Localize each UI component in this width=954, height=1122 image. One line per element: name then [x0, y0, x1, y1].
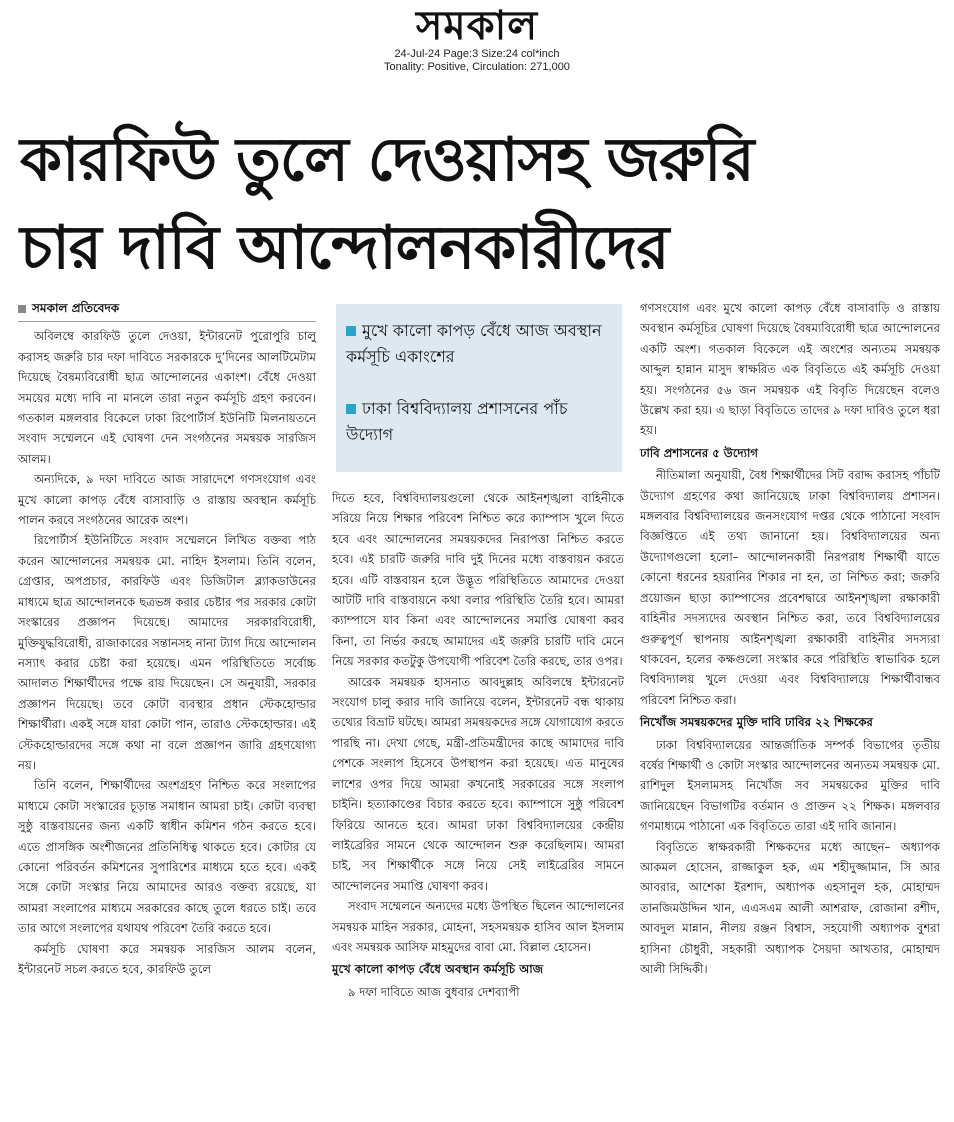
article-column-1 — [18, 298, 316, 979]
headline-line-1: কারফিউ তুলে দেওয়াসহ জরুরি — [20, 125, 754, 195]
paragraph: তিনি বলেন, শিক্ষার্থীদের অংশগ্রহণ নিশ্চিত করে সংলাপের মাধ্যমে কোটা সংস্কারের চূড়ান্ত সমাধান আমরা চাই। কোটা ব্যবস্থা সুষ্ঠু বাস্তবায়নের জন্য একটি স্বাধীন কমিশন গঠন করতে হবে। এতে প্রাসঙ্গিক অংশীজনের প্রতিনিধিত্ব থাকতে হবে। কোটার যে কোনো পরিবর্তন কমিশনের সুপারিশের মাধ্যমে হতে হবে। একই সঙ্গে কোটা সংস্কার নিয়ে আমাদের আরও বক্তব্য রয়েছে, যা আমরা সংলাপের মাধ্যমে সরকারের কাছে তুলে ধরতে চাই। তবে তার আগে সংলাপের যথাযথ পরিবেশ তৈরি করতে হবে। — [18, 778, 316, 936]
highlight-box — [336, 304, 622, 472]
subheading: মুখে কালো কাপড় বেঁধে অবস্থান কর্মসূচি আজ — [332, 962, 544, 977]
paragraph: রিপোর্টার্স ইউনিটিতে সংবাদ সম্মেলনে লিখিত বক্তব্য পাঠ করেন আন্দোলনের সমন্বয়ক মো. নাহিদ ইসলাম। তিনি বলেন, গ্রেপ্তার, অপপ্রচার, কারফিউ এবং ডিজিটাল ব্ল্যাকডাউনের মাধ্যমে ছাত্র আন্দোলনকে ছত্রভঙ্গ করার চেষ্টার পর সরকার কোটা সংস্কারের প্রজ্ঞাপন দিয়েছে। আমাদের সরকারবিরোধী, মুক্তিযুদ্ধবিরোধী, রাজাকারের সন্তানসহ নানা ট্যাগ দিয়ে আন্দোলন নস্যাৎ করার চেষ্টা করা হয়েছে। এমন পরিস্থিতিতে সর্বোচ্চ আদালত শিক্ষার্থীদের পক্ষে রায় দিয়েছেন। সে অনুযায়ী, সরকার প্রজ্ঞাপন দিয়েছে। তবে কোটা ব্যবস্থার প্রধান স্টেকহোল্ডার শিক্ষার্থীরা। একই সঙ্গে যারা কোটা পান, তারাও স্টেকহোল্ডার। এই স্টেকহোল্ডারদের সঙ্গে কথা না বলে প্রজ্ঞাপন জারি গ্রহণযোগ্য নয়। — [18, 533, 316, 772]
paragraph: অবিলম্বে কারফিউ তুলে দেওয়া, ইন্টারনেট পুরোপুরি চালু করাসহ জরুরি চার দফা দাবিতে সরকারকে দু’দিনের আলটিমেটাম দিয়েছে বৈষম্যবিরোধী ছাত্র আন্দোলনের একাংশ। বেঁধে দেওয়া সময়ের মধ্যে দাবি না মানলে তারা নতুন কর্মসূচি গ্রহণ করবেন। গতকাল মঙ্গলবার বিকেলে ঢাকা রিপোর্টার্স ইউনিটি মিলনায়তনে সংবাদ সম্মেলনে এই ঘোষণা দেন সংগঠনের সমন্বয়ক সারজিস আলম। — [18, 329, 316, 466]
subheading: নিখোঁজ সমন্বয়কদের মুক্তি দাবি ঢাবির ২২ শিক্ষকের — [640, 715, 873, 730]
paragraph: সংবাদ সম্মেলনে অন্যদের মধ্যে উপস্থিত ছিলেন আন্দোলনের সমন্বয়ক মাহিন সরকার, মোহনা, সহসমন্বয়ক হাসিব আল ইসলাম এবং সমন্বয়ক আসিফ মাহমুদের বাবা মো. বিল্লাল হোসেন। — [332, 899, 624, 954]
paragraph: গণসংযোগ এবং মুখে কালো কাপড় বেঁধে বাসাবাড়ি ও রাস্তায় অবস্থান কর্মসূচির ঘোষণা দিয়েছে বৈষম্যবিরোধী ছাত্র আন্দোলনের একটি অংশ। গতকাল বিকেলে এই অংশের অন্যতম সমন্বয়ক আব্দুল হান্নান মাসুদ স্বাক্ষরিত এক বিবৃতিতে এই কর্মসূচি দেওয়া হয়। সংগঠনের ৫৬ জন সমন্বয়ক এই বিবৃতি দিয়েছেন বলেও উল্লেখ করা হয়। এ ছাড়া বিবৃতিতে তাদের ৯ দফা দাবিও তুলে ধরা হয়। — [640, 301, 940, 438]
byline — [18, 298, 316, 322]
highlight-text: মুখে কালো কাপড় বেঁধে আজ অবস্থান কর্মসূচি একাংশের — [346, 321, 602, 366]
headline — [20, 116, 940, 292]
newspaper-logo: সমকাল — [415, 2, 539, 49]
clipping-meta-2: Tonality: Positive, Circulation: 271,000 — [384, 61, 570, 73]
article-column-3 — [640, 298, 940, 979]
byline-text: সমকাল প্রতিবেদক — [32, 301, 120, 315]
masthead — [0, 4, 954, 74]
bullet-square-icon — [346, 326, 356, 336]
paragraph: অন্যদিকে, ৯ দফা দাবিতে আজ সারাদেশে গণসংযোগ এবং মুখে কালো কাপড় বেঁধে বাসাবাড়ি ও রাস্তায় অবস্থান কর্মসূচি পালন করবে সংগঠনের আরেক অংশ। — [18, 472, 316, 528]
highlight-item — [346, 318, 612, 370]
paragraph: ঢাকা বিশ্ববিদ্যালয়ের আন্তর্জাতিক সম্পর্ক বিভাগের তৃতীয় বর্ষের শিক্ষার্থী ও কোটা সংস্কার আন্দোলনের অন্যতম সমন্বয়ক মো. রাশিদুল ইসলামসহ নিখোঁজ সব সমন্বয়কের মুক্তির দাবি জানিয়েছেন বিভাগটির বর্তমান ও প্রাক্তন ২২ শিক্ষক। মঙ্গলবার গণমাধ্যমে পাঠানো এক বিবৃতিতে তারা এই দাবি জানান। — [640, 737, 940, 834]
paragraph: নীতিমালা অনুযায়ী, বৈধ শিক্ষার্থীদের সিট বরাদ্দ করাসহ পাঁচটি উদ্যোগ গ্রহণের কথা জানিয়েছে ঢাকা বিশ্ববিদ্যালয় প্রশাসন। মঙ্গলবার বিশ্ববিদ্যালয়ের জনসংযোগ দপ্তর থেকে পাঠানো সংবাদ বিজ্ঞপ্তিতে এই তথ্য জানানো হয়। বিশ্ববিদ্যালয়ের অন্য উদ্যোগগুলো হলো– আন্দোলনকারী নিরপরাধ শিক্ষার্থী যাতে কোনো ধরনের হয়রানির শিকার না হন, তা নিশ্চিত করা; জরুরি প্রয়োজন ছাড়া ক্যাম্পাসের প্রবেশদ্বারে আইনশৃঙ্খলা রক্ষাকারী বাহিনীর সদস্যদের অবস্থান নিশ্চিত করা, তবে বিশ্ববিদ্যালয়ের গুরুত্বপূর্ণ স্থাপনায় আইনশৃঙ্খলা রক্ষাকারী বাহিনীর সদস্যরা থাকবেন, হলের কক্ষগুলো সংস্কার করে পরিস্থিতি স্বাভাবিক হলে বিশ্ববিদ্যালয় খুলে দেওয়া এবং বিশ্ববিদ্যালয়ে শিক্ষার্থীবান্ধব পরিবেশ নিশ্চিত করা। — [640, 468, 940, 707]
paragraph: আরেক সমন্বয়ক হাসনাত আবদুল্লাহ অবিলম্বে ইন্টারনেট সংযোগ চালু করার দাবি জানিয়ে বলেন, ইন্টারনেট বন্ধ থাকায় তথ্যের বিভ্রাট ঘটছে। আমরা সমন্বয়কদের সঙ্গে যোগাযোগ করতে পারছি না। দেখা গেছে, মন্ত্রী-প্রতিমন্ত্রীদের কাছে আমাদের দাবি পেশকে সংলাপ হিসেবে উপস্থাপন করা হয়েছে। এত মানুষের লাশের ওপর দিয়ে আমরা কখনোই সরকারের সঙ্গে সংলাপ চাইনি। হত্যাকাণ্ডের বিচার করতে হবে। ক্যাম্পাসে সুষ্ঠু পরিবেশ ফিরিয়ে আনতে হবে। আমরা ঢাকা বিশ্ববিদ্যালয়ের কেন্দ্রীয় লাইব্রেরির সামনে থেকে আন্দোলন শুরু করেছিলাম। আমরা চাই, সব শিক্ষার্থীকে সঙ্গে নিয়ে সেই লাইব্রেরির সামনে আন্দোলনের সমাপ্তি ঘোষণা করব। — [332, 674, 624, 893]
paragraph: বিবৃতিতে স্বাক্ষরকারী শিক্ষকদের মধ্যে আছেন– অধ্যাপক আকমল হোসেন, রাজ্জাকুল হক, এম শহীদুজ্জামান, সি আর আবরার, আশেকা ইরশাদ, অধ্যাপক এহসানুল হক, মোহাম্মদ তানজিমউদ্দিন খান, এএসএম আলী আশরাফ, রোজানা রশীদ, আবদুল মান্নান, নীলয় রঞ্জন বিশ্বাস, সহযোগী অধ্যাপক বুশরা হাসিনা চৌধুরী, সহকারী অধ্যাপক সৈয়দা আখতার, মোহাম্মদ আলী সিদ্দিকী। — [640, 839, 940, 976]
headline-line-2: চার দাবি আন্দোলনকারীদের — [20, 213, 669, 283]
subheading: ঢাবি প্রশাসনের ৫ উদ্যোগ — [640, 445, 758, 460]
paragraph: ৯ দফা দাবিতে আজ বুধবার দেশব্যাপী — [348, 984, 520, 999]
highlight-item — [346, 396, 612, 448]
paragraph: দিতে হবে, বিশ্ববিদ্যালয়গুলো থেকে আইনশৃঙ্খলা বাহিনীকে সরিয়ে নিয়ে শিক্ষার পরিবেশ নিশ্চিত করে ক্যাম্পাস খুলে দিতে হবে এবং আন্দোলনের সমন্বয়কদের নিরাপত্তা নিশ্চিত করতে হবে। এই চারটি জরুরি দাবি দুই দিনের মধ্যে বাস্তবায়ন করতে হবে। এটি বাস্তবায়ন হলে উদ্ভূত পরিস্থিতিতে আমাদের দেওয়া আটটি দাবি বাস্তবায়নে কথা বলার পরিস্থিতি তৈরি হবে। আমরা ক্যাম্পাসে যাব কিনা এবং আন্দোলনের সমাপ্তি ঘোষণা করব কিনা, তা নির্ভর করছে আমাদের এই জরুরি চারটি দাবি মেনে নিয়ে সরকার কতটুকু উপযোগী পরিবেশ তৈরি করছে, তার ওপর। — [332, 491, 624, 669]
clipping-meta-1: 24-Jul-24 Page:3 Size:24 col*inch — [394, 48, 560, 60]
paragraph: কর্মসূচি ঘোষণা করে সমন্বয়ক সারজিস আলম বলেন, ইন্টারনেট সচল করতে হবে, কারফিউ তুলে — [18, 941, 316, 976]
byline-square-icon — [18, 305, 26, 313]
article-column-2 — [332, 488, 624, 1002]
bullet-square-icon — [346, 404, 356, 414]
highlight-text: ঢাকা বিশ্ববিদ্যালয় প্রশাসনের পাঁচ উদ্যোগ — [346, 399, 568, 444]
